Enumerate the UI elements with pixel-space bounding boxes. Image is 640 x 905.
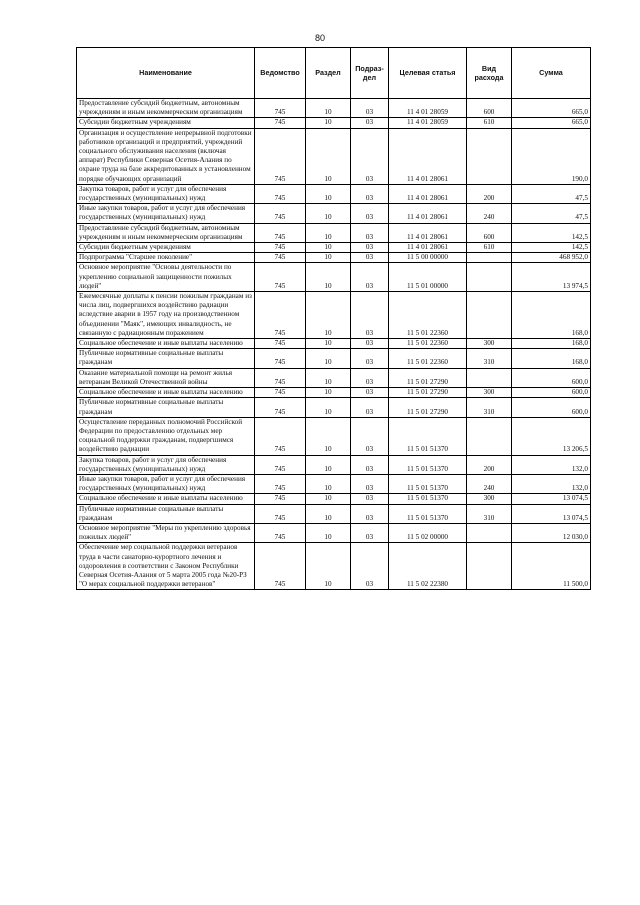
cell-section: 10 <box>306 263 351 292</box>
cell-target: 11 5 01 51370 <box>389 474 467 493</box>
cell-name: Социальное обеспечение и иные выплаты населению <box>77 339 255 349</box>
cell-section: 10 <box>306 349 351 368</box>
cell-ministry: 745 <box>255 523 306 542</box>
cell-name: Социальное обеспечение и иные выплаты населению <box>77 388 255 398</box>
cell-name: Основное мероприятие "Основы деятельности по укреплению социальной защищенности пожилых людей" <box>77 263 255 292</box>
cell-expense <box>467 253 512 263</box>
col-header-section: Раздел <box>306 48 351 99</box>
table-row <box>77 474 591 493</box>
cell-section: 10 <box>306 223 351 242</box>
cell-subsection: 03 <box>351 543 389 590</box>
cell-ministry: 745 <box>255 494 306 504</box>
cell-name: Обеспечение мер социальной поддержки ветеранов труда в части санаторно-курортного лечения и оздоровления в соответствии с Законом Республики Северная Осетия-Алания от 5 марта 2005 года №20-РЗ "О мерах социальной поддержки ветеранов" <box>77 543 255 590</box>
cell-name: Субсидии бюджетным учреждениям <box>77 243 255 253</box>
cell-target: 11 4 01 28061 <box>389 204 467 223</box>
budget-table <box>76 47 591 590</box>
cell-section: 10 <box>306 253 351 263</box>
cell-name: Предоставление субсидий бюджетным, автономным учреждениям и иным некоммерческим организациям <box>77 223 255 242</box>
cell-name: Социальное обеспечение и иные выплаты населению <box>77 494 255 504</box>
cell-ministry: 745 <box>255 99 306 118</box>
table-row <box>77 523 591 542</box>
cell-subsection: 03 <box>351 523 389 542</box>
cell-expense: 600 <box>467 223 512 242</box>
cell-amount: 600,0 <box>512 368 591 387</box>
cell-section: 10 <box>306 417 351 455</box>
cell-section: 10 <box>306 494 351 504</box>
cell-amount: 665,0 <box>512 99 591 118</box>
cell-target: 11 4 01 28059 <box>389 118 467 128</box>
cell-ministry: 745 <box>255 118 306 128</box>
cell-ministry: 745 <box>255 504 306 523</box>
cell-ministry: 745 <box>255 349 306 368</box>
cell-amount: 13 206,5 <box>512 417 591 455</box>
table-row <box>77 504 591 523</box>
table-row <box>77 99 591 118</box>
table-row <box>77 417 591 455</box>
cell-ministry: 745 <box>255 455 306 474</box>
cell-expense: 200 <box>467 455 512 474</box>
cell-ministry: 745 <box>255 543 306 590</box>
cell-ministry: 745 <box>255 253 306 263</box>
cell-subsection: 03 <box>351 263 389 292</box>
cell-target: 11 4 01 28061 <box>389 243 467 253</box>
table-row <box>77 368 591 387</box>
cell-subsection: 03 <box>351 292 389 339</box>
cell-ministry: 745 <box>255 128 306 184</box>
cell-subsection: 03 <box>351 253 389 263</box>
cell-name: Публичные нормативные социальные выплаты гражданам <box>77 349 255 368</box>
cell-subsection: 03 <box>351 184 389 203</box>
cell-target: 11 5 02 22380 <box>389 543 467 590</box>
cell-amount: 132,0 <box>512 474 591 493</box>
cell-subsection: 03 <box>351 504 389 523</box>
cell-subsection: 03 <box>351 349 389 368</box>
cell-amount: 132,0 <box>512 455 591 474</box>
cell-section: 10 <box>306 388 351 398</box>
cell-target: 11 5 01 51370 <box>389 504 467 523</box>
cell-target: 11 4 01 28059 <box>389 99 467 118</box>
col-header-amount: Сумма <box>512 48 591 99</box>
cell-amount: 13 074,5 <box>512 504 591 523</box>
cell-ministry: 745 <box>255 243 306 253</box>
cell-section: 10 <box>306 99 351 118</box>
cell-ministry: 745 <box>255 184 306 203</box>
cell-subsection: 03 <box>351 455 389 474</box>
cell-ministry: 745 <box>255 474 306 493</box>
col-header-name: Наименование <box>77 48 255 99</box>
cell-name: Публичные нормативные социальные выплаты гражданам <box>77 504 255 523</box>
cell-ministry: 745 <box>255 339 306 349</box>
cell-subsection: 03 <box>351 368 389 387</box>
cell-section: 10 <box>306 543 351 590</box>
table-row <box>77 184 591 203</box>
table-row <box>77 243 591 253</box>
cell-expense: 300 <box>467 388 512 398</box>
col-header-ministry: Ведомство <box>255 48 306 99</box>
cell-name: Иные закупки товаров, работ и услуг для обеспечения государственных (муниципальных) нужд <box>77 474 255 493</box>
cell-section: 10 <box>306 243 351 253</box>
cell-amount: 142,5 <box>512 243 591 253</box>
table-row <box>77 253 591 263</box>
table-header-row <box>77 48 591 99</box>
cell-subsection: 03 <box>351 243 389 253</box>
cell-subsection: 03 <box>351 388 389 398</box>
cell-target: 11 5 01 27290 <box>389 388 467 398</box>
cell-name: Иные закупки товаров, работ и услуг для обеспечения государственных (муниципальных) нужд <box>77 204 255 223</box>
cell-expense: 200 <box>467 184 512 203</box>
table-row <box>77 263 591 292</box>
cell-section: 10 <box>306 339 351 349</box>
cell-subsection: 03 <box>351 398 389 417</box>
table-row <box>77 223 591 242</box>
table-row <box>77 398 591 417</box>
cell-ministry: 745 <box>255 223 306 242</box>
cell-name: Подпрограмма "Старшее поколение" <box>77 253 255 263</box>
cell-amount: 11 500,0 <box>512 543 591 590</box>
table-row <box>77 118 591 128</box>
cell-ministry: 745 <box>255 388 306 398</box>
cell-expense: 310 <box>467 504 512 523</box>
cell-amount: 168,0 <box>512 349 591 368</box>
table-row <box>77 292 591 339</box>
cell-name: Основное мероприятие "Меры по укреплению здоровья пожилых людей" <box>77 523 255 542</box>
cell-section: 10 <box>306 118 351 128</box>
cell-expense: 300 <box>467 494 512 504</box>
cell-amount: 168,0 <box>512 339 591 349</box>
cell-expense: 310 <box>467 349 512 368</box>
cell-amount: 168,0 <box>512 292 591 339</box>
col-header-target: Целевая статья <box>389 48 467 99</box>
cell-expense: 310 <box>467 398 512 417</box>
cell-subsection: 03 <box>351 339 389 349</box>
table-row <box>77 349 591 368</box>
cell-name: Закупка товаров, работ и услуг для обеспечения государственных (муниципальных) нужд <box>77 184 255 203</box>
cell-subsection: 03 <box>351 204 389 223</box>
cell-section: 10 <box>306 474 351 493</box>
cell-amount: 12 030,0 <box>512 523 591 542</box>
cell-name: Закупка товаров, работ и услуг для обеспечения государственных (муниципальных) нужд <box>77 455 255 474</box>
cell-target: 11 5 01 22360 <box>389 339 467 349</box>
cell-expense <box>467 543 512 590</box>
cell-target: 11 5 01 00000 <box>389 263 467 292</box>
table-row <box>77 204 591 223</box>
cell-subsection: 03 <box>351 99 389 118</box>
cell-expense: 610 <box>467 118 512 128</box>
cell-amount: 190,0 <box>512 128 591 184</box>
cell-target: 11 4 01 28061 <box>389 223 467 242</box>
cell-amount: 600,0 <box>512 398 591 417</box>
cell-expense: 240 <box>467 204 512 223</box>
cell-name: Оказание материальной помощи на ремонт жилья ветеранам Великой Отечественной войны <box>77 368 255 387</box>
cell-target: 11 4 01 28061 <box>389 184 467 203</box>
cell-section: 10 <box>306 504 351 523</box>
cell-expense <box>467 523 512 542</box>
cell-expense <box>467 368 512 387</box>
cell-target: 11 5 01 27290 <box>389 368 467 387</box>
cell-section: 10 <box>306 398 351 417</box>
cell-expense <box>467 128 512 184</box>
cell-subsection: 03 <box>351 474 389 493</box>
cell-section: 10 <box>306 184 351 203</box>
col-header-expense-type: Вид расхода <box>467 48 512 99</box>
cell-target: 11 5 01 22360 <box>389 292 467 339</box>
cell-section: 10 <box>306 204 351 223</box>
cell-section: 10 <box>306 128 351 184</box>
cell-expense: 600 <box>467 99 512 118</box>
cell-amount: 600,0 <box>512 388 591 398</box>
cell-subsection: 03 <box>351 223 389 242</box>
cell-target: 11 5 01 22360 <box>389 349 467 368</box>
cell-target: 11 5 01 51370 <box>389 494 467 504</box>
cell-subsection: 03 <box>351 118 389 128</box>
cell-amount: 13 074,5 <box>512 494 591 504</box>
cell-target: 11 5 00 00000 <box>389 253 467 263</box>
cell-target: 11 5 01 51370 <box>389 455 467 474</box>
col-header-subsection: Подраз-дел <box>351 48 389 99</box>
cell-section: 10 <box>306 523 351 542</box>
cell-section: 10 <box>306 292 351 339</box>
table-row <box>77 339 591 349</box>
cell-expense <box>467 417 512 455</box>
cell-name: Организация и осуществление непрерывной подготовки работников организаций и предприятий, учреждений социального обслуживания населения (включая аппарат) Республики Северная Осетия-Алания по охране труда на базе аккредитованных в установленном порядке обучающих организаций <box>77 128 255 184</box>
cell-target: 11 5 01 51370 <box>389 417 467 455</box>
cell-section: 10 <box>306 455 351 474</box>
cell-expense <box>467 263 512 292</box>
cell-name: Субсидии бюджетным учреждениям <box>77 118 255 128</box>
cell-target: 11 5 01 27290 <box>389 398 467 417</box>
cell-ministry: 745 <box>255 263 306 292</box>
cell-name: Осуществление переданных полномочий Российской Федерации по предоставлению отдельных мер социальной поддержки гражданам, подвергшимся воздействию радиации <box>77 417 255 455</box>
cell-ministry: 745 <box>255 204 306 223</box>
table-row <box>77 388 591 398</box>
cell-subsection: 03 <box>351 494 389 504</box>
cell-name: Предоставление субсидий бюджетным, автономным учреждениям и иным некоммерческим организациям <box>77 99 255 118</box>
cell-expense: 610 <box>467 243 512 253</box>
table-row <box>77 128 591 184</box>
cell-ministry: 745 <box>255 398 306 417</box>
cell-expense: 240 <box>467 474 512 493</box>
cell-name: Ежемесячные доплаты к пенсии пожилым гражданам из числа лиц, подвергшихся воздействию радиации вследствие аварии в 1957 году на производственном объединении "Маяк", имеющих инвалидность, не связанную с радиационным поражением <box>77 292 255 339</box>
cell-section: 10 <box>306 368 351 387</box>
table-row <box>77 455 591 474</box>
cell-ministry: 745 <box>255 417 306 455</box>
cell-name: Публичные нормативные социальные выплаты гражданам <box>77 398 255 417</box>
cell-subsection: 03 <box>351 128 389 184</box>
cell-ministry: 745 <box>255 292 306 339</box>
cell-amount: 13 974,5 <box>512 263 591 292</box>
cell-amount: 47,5 <box>512 184 591 203</box>
cell-ministry: 745 <box>255 368 306 387</box>
cell-target: 11 4 01 28061 <box>389 128 467 184</box>
cell-amount: 468 952,0 <box>512 253 591 263</box>
cell-subsection: 03 <box>351 417 389 455</box>
cell-amount: 142,5 <box>512 223 591 242</box>
cell-amount: 47,5 <box>512 204 591 223</box>
cell-expense <box>467 292 512 339</box>
cell-expense: 300 <box>467 339 512 349</box>
cell-amount: 665,0 <box>512 118 591 128</box>
page-number: 80 <box>314 33 325 43</box>
cell-target: 11 5 02 00000 <box>389 523 467 542</box>
table-row <box>77 494 591 504</box>
table-row <box>77 543 591 590</box>
